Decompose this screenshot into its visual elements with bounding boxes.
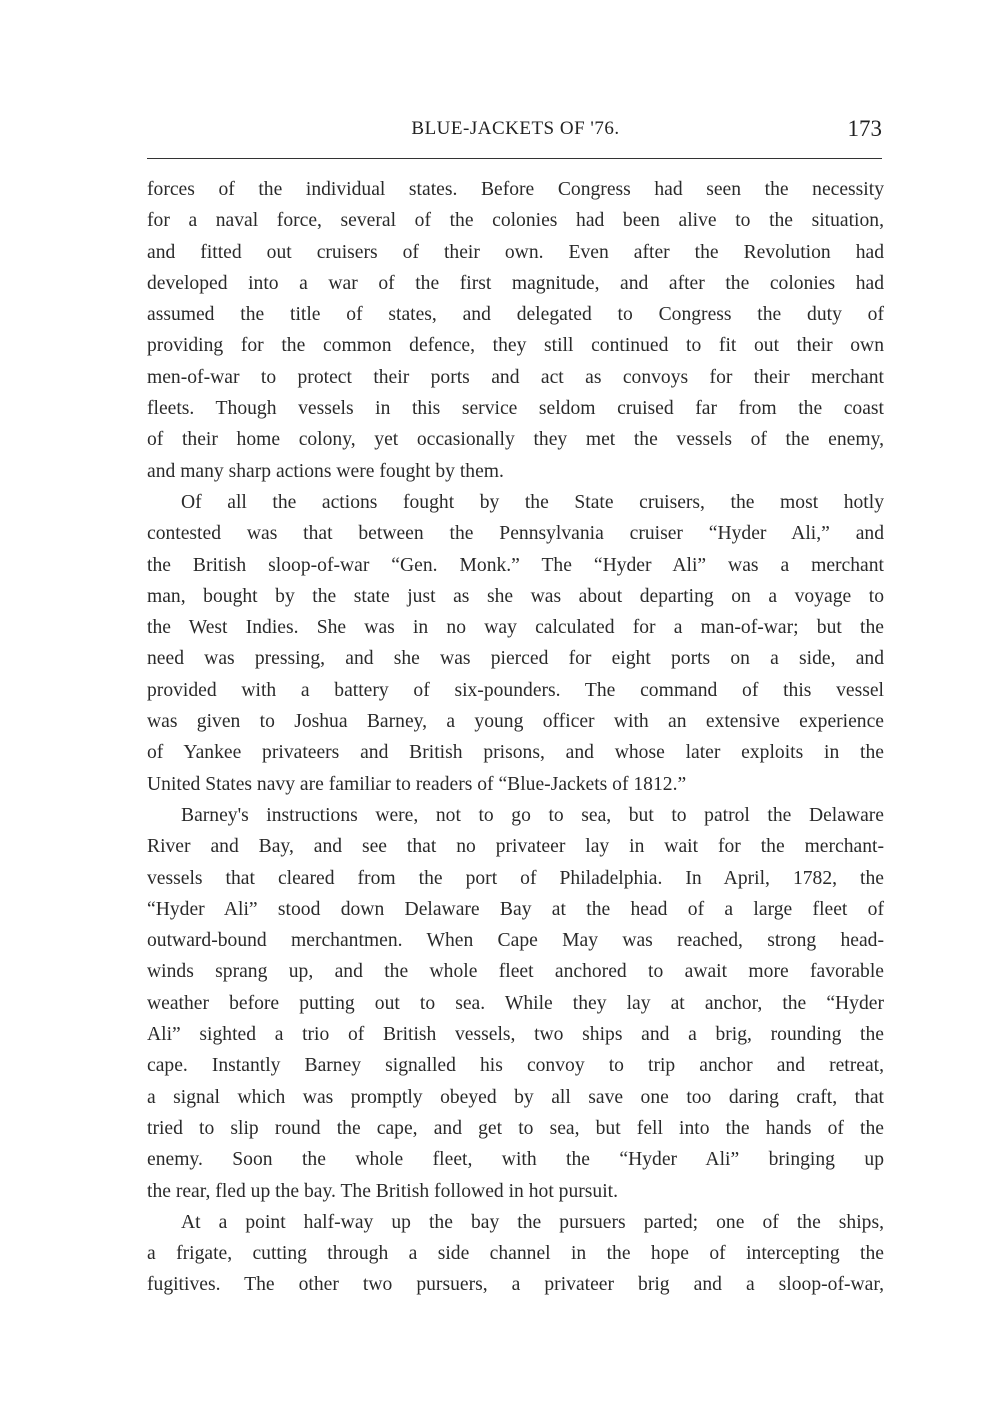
text-line: enemy. Soon the whole fleet, with the “Hyder Ali” bringing up — [147, 1149, 884, 1171]
text-line: contested was that between the Pennsylvania cruiser “Hyder Ali,” and — [147, 523, 884, 545]
text-line: United States navy are familiar to readers of “Blue-Jackets of 1812.” — [147, 773, 687, 795]
text-line: of Yankee privateers and British prisons, and whose later exploits in the — [147, 742, 884, 764]
text-line: man, bought by the state just as she was about departing on a voyage to — [147, 585, 884, 607]
text-line: the British sloop-of-war “Gen. Monk.” The “Hyder Ali” was a merchant — [147, 554, 884, 576]
page-number: 173 — [847, 116, 882, 141]
text-line: a signal which was promptly obeyed by all save one too daring craft, that — [147, 1086, 884, 1108]
text-line: developed into a war of the first magnitude, and after the colonies had — [147, 272, 884, 294]
text-line: Ali” sighted a trio of British vessels, two ships and a brig, rounding the — [147, 1024, 884, 1046]
text-line: At a point half-way up the bay the pursuers parted; one of the ships, — [181, 1211, 884, 1233]
body-text — [147, 174, 884, 1301]
paragraph — [147, 1207, 884, 1301]
header-rule — [147, 158, 882, 159]
text-line: cape. Instantly Barney signalled his convoy to trip anchor and retreat, — [147, 1055, 884, 1077]
text-line: was given to Joshua Barney, a young officer with an extensive experience — [147, 711, 884, 733]
text-line: River and Bay, and see that no privateer lay in wait for the merchant- — [147, 836, 884, 858]
text-line: winds sprang up, and the whole fleet anchored to await more favorable — [147, 961, 884, 983]
paragraph — [147, 487, 884, 800]
paragraph — [147, 174, 884, 487]
text-line: weather before putting out to sea. While they lay at anchor, the “Hyder — [147, 992, 884, 1014]
text-line: the West Indies. She was in no way calculated for a man-of-war; but the — [147, 617, 884, 639]
text-line: providing for the common defence, they still continued to fit out their own — [147, 335, 884, 357]
text-line: the rear, fled up the bay. The British followed in hot pursuit. — [147, 1180, 618, 1202]
text-line: men-of-war to protect their ports and act as convoys for their merchant — [147, 366, 884, 388]
page-header — [147, 116, 884, 156]
text-line: fugitives. The other two pursuers, a privateer brig and a sloop-of-war, — [147, 1274, 884, 1296]
text-line: vessels that cleared from the port of Philadelphia. In April, 1782, the — [147, 867, 884, 889]
text-line: Barney's instructions were, not to go to sea, but to patrol the Delaware — [181, 804, 884, 826]
text-line: “Hyder Ali” stood down Delaware Bay at the head of a large fleet of — [147, 898, 884, 920]
running-title: BLUE-JACKETS OF '76. — [411, 118, 620, 139]
text-line: provided with a battery of six-pounders. The command of this vessel — [147, 679, 884, 701]
paragraph — [147, 800, 884, 1207]
text-line: and many sharp actions were fought by them. — [147, 460, 504, 482]
text-line: a frigate, cutting through a side channel in the hope of intercepting the — [147, 1243, 884, 1265]
text-line: outward-bound merchantmen. When Cape May was reached, strong head- — [147, 930, 884, 952]
text-line: fleets. Though vessels in this service seldom cruised far from the coast — [147, 398, 884, 420]
text-line: forces of the individual states. Before Congress had seen the necessity — [147, 179, 884, 200]
text-line: tried to slip round the cape, and get to sea, but fell into the hands of the — [147, 1117, 884, 1139]
text-line: assumed the title of states, and delegated to Congress the duty of — [147, 304, 884, 326]
text-line: Of all the actions fought by the State cruisers, the most hotly — [181, 491, 884, 513]
text-line: and fitted out cruisers of their own. Even after the Revolution had — [147, 241, 884, 263]
text-line: for a naval force, several of the colonies had been alive to the situation, — [147, 210, 884, 232]
text-line: need was pressing, and she was pierced for eight ports on a side, and — [147, 648, 884, 670]
text-line: of their home colony, yet occasionally they met the vessels of the enemy, — [147, 429, 884, 451]
